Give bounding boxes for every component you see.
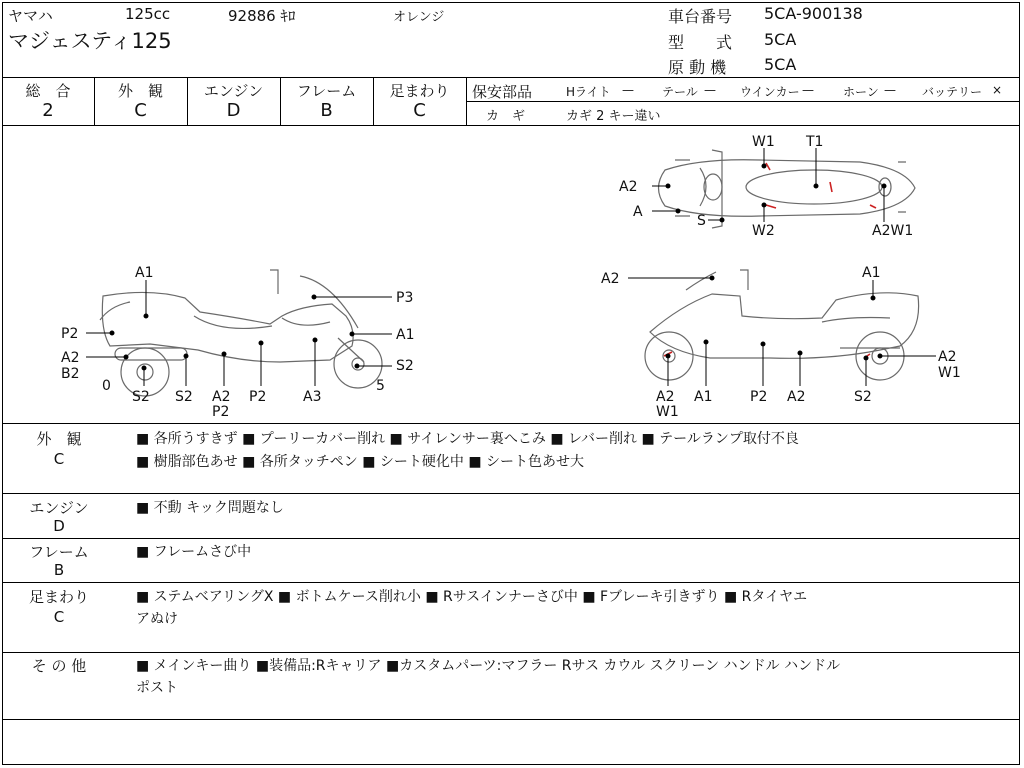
right-label: A1: [694, 389, 713, 405]
mileage: 92886 ｷﾛ: [228, 7, 296, 25]
safety-title: 保安部品: [472, 83, 533, 101]
right-label: A1: [862, 265, 881, 281]
left-label: P3: [396, 290, 414, 306]
left-label: S2: [132, 389, 150, 405]
grade-label-suspension: 足まわり: [389, 82, 450, 100]
right-label: A2: [787, 389, 806, 405]
divider: [2, 719, 1020, 720]
frame-number-label: 車台番号: [668, 7, 733, 26]
grade-value-engine: D: [226, 100, 241, 121]
grade-exterior: C: [53, 450, 65, 468]
category-engine: エンジン: [29, 499, 89, 517]
right-label: W1: [656, 404, 679, 420]
left-label: P2: [212, 404, 230, 420]
top-label: S: [697, 213, 706, 229]
grade-value-frame: B: [320, 100, 333, 121]
left-label: P2: [249, 389, 267, 405]
engine-model-label: 原 動 機: [668, 58, 727, 77]
note-line: ポスト: [136, 680, 178, 696]
right-label: A2: [938, 349, 957, 365]
grade-frame: B: [53, 561, 65, 579]
left-label: B2: [61, 366, 80, 382]
note-line: ■ 樹脂部色あせ ■ 各所タッチペン ■ シート硬化中 ■ シート色あせ大: [136, 454, 585, 470]
type-value: 5CA: [764, 30, 797, 49]
grade-label-total: 総 合: [25, 82, 71, 100]
divider: [2, 538, 1020, 539]
type-label: 型 式: [668, 33, 733, 52]
category-exterior: 外 観: [36, 430, 82, 448]
key-value: カギ 2 キー違い: [566, 109, 661, 124]
safety-item-horn: ホーン: [843, 85, 879, 99]
left-label: A1: [135, 265, 154, 281]
divider: [2, 652, 1020, 653]
grade-value-exterior: C: [134, 100, 147, 121]
left-label: A1: [396, 327, 415, 343]
right-label: W1: [938, 365, 961, 381]
note-line: ■ ステムベアリングX ■ ボトムケース削れ小 ■ Rサスインナーさび中 ■ Fブレーキ引きずり ■ Rタイヤエ: [136, 589, 808, 605]
key-label: カ ギ: [486, 109, 526, 124]
right-label: P2: [750, 389, 768, 405]
engine-model-value: 5CA: [764, 55, 797, 74]
top-label: W2: [752, 223, 775, 239]
left-label: S2: [396, 358, 414, 374]
maker: ヤマハ: [8, 7, 53, 25]
grade-value-total: 2: [42, 100, 54, 121]
top-label: T1: [806, 134, 824, 150]
frame-number: 5CA-900138: [764, 4, 863, 23]
safety-status-tail: —: [704, 83, 716, 97]
color: オレンジ: [393, 10, 445, 25]
left-label: A2: [61, 350, 80, 366]
safety-item-headlight: Hライト: [566, 85, 611, 99]
note-line: ■ メインキー曲り ■装備品:Rキャリア ■カスタムパーツ:マフラー Rサス カウル スクリーン ハンドル ハンドル: [136, 658, 841, 674]
left-label: 0: [102, 378, 111, 394]
divider: [2, 493, 1020, 494]
grade-label-engine: エンジン: [203, 82, 264, 100]
grade-label-frame: フレーム: [296, 82, 357, 100]
safety-status-horn: —: [884, 83, 896, 97]
left-label: S2: [175, 389, 193, 405]
grade-engine: D: [53, 517, 65, 535]
category-suspension: 足まわり: [28, 588, 89, 606]
scooter-left-view: [100, 270, 382, 396]
note-line: アぬけ: [136, 611, 178, 627]
grade-label-exterior: 外 観: [117, 82, 163, 100]
right-label: A2: [656, 389, 675, 405]
safety-item-tail: テール: [662, 85, 698, 99]
category-other: そ の 他: [31, 657, 87, 675]
left-label: P2: [61, 326, 79, 342]
grade-value-suspension: C: [413, 100, 426, 121]
safety-item-winker: ウインカー: [740, 85, 800, 99]
note-line: ■ 不動 キック問題なし: [136, 500, 284, 516]
right-label: S2: [854, 389, 872, 405]
top-label: A2: [619, 179, 638, 195]
safety-status-battery: ×: [992, 83, 1003, 97]
top-label: A2W1: [872, 223, 914, 239]
right-label: A2: [601, 271, 620, 287]
note-line: ■ 各所うすきず ■ プーリーカバー削れ ■ サイレンサー裏へこみ ■ レバー削れ ■ テールランプ取付不良: [136, 431, 799, 447]
scooter-right-view: [645, 270, 919, 380]
top-label: A: [633, 204, 643, 220]
model-name: マジェスティ125: [8, 29, 172, 53]
divider: [2, 582, 1020, 583]
grade-suspension: C: [53, 608, 65, 626]
safety-item-battery: バッテリー: [922, 85, 983, 99]
category-frame: フレーム: [29, 543, 89, 561]
left-label: A3: [303, 389, 322, 405]
top-label: W1: [752, 134, 775, 150]
safety-status-headlight: —: [622, 83, 634, 97]
left-label: 5: [376, 378, 385, 394]
note-line: ■ フレームさび中: [136, 544, 252, 560]
safety-status-winker: —: [802, 83, 814, 97]
left-label: A2: [212, 389, 231, 405]
displacement: 125cc: [125, 5, 171, 23]
